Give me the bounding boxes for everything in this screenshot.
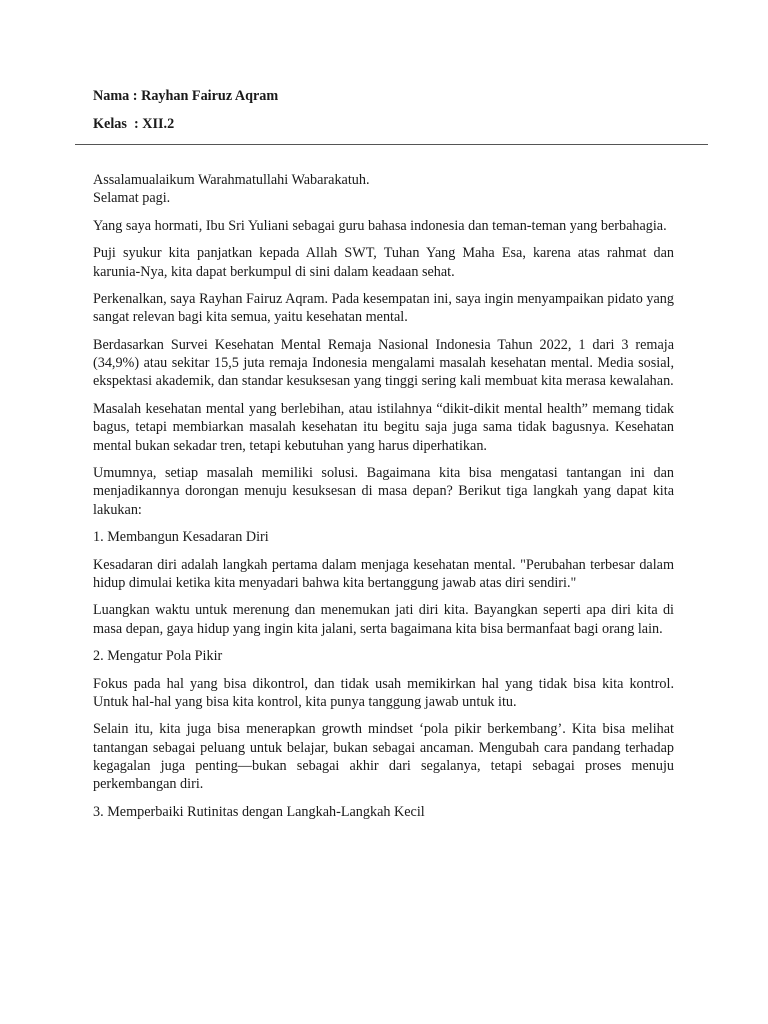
greeting-morning: Selamat pagi. xyxy=(93,190,171,207)
header-divider xyxy=(75,144,708,145)
paragraph-thanks: Puji syukur kita panjatkan kepada Allah SWT, Tuhan Yang Maha Esa, karena atas rahmat dan karunia-Nya, kita dapat berkumpul di sini dalam keadaan sehat. xyxy=(93,245,674,280)
student-class: Kelas : XII.2 xyxy=(93,116,175,132)
speech-body xyxy=(93,171,674,830)
step-1-paragraph-2: Luangkan waktu untuk merenung dan menemukan jati diri kita. Bayangkan seperti apa diri kita di masa depan, gaya hidup yang ingin kita jalani, serta bagaimana kita bisa bermanfaat bagi orang lain. xyxy=(93,602,674,637)
paragraph-solution: Umumnya, setiap masalah memiliki solusi. Bagaimana kita bisa mengatasi tantangan ini dan menjadikannya dorongan menuju kesuksesan di masa depan? Berikut tiga langkah yang dapat kita lakukan: xyxy=(93,464,674,518)
greeting-paragraph xyxy=(93,171,674,208)
paragraph-honor: Yang saya hormati, Ibu Sri Yuliani sebagai guru bahasa indonesia dan teman-teman yang berbahagia. xyxy=(93,217,667,234)
step-1-paragraph-1: Kesadaran diri adalah langkah pertama dalam menjaga kesehatan mental. "Perubahan terbesar dalam hidup dimulai ketika kita menyadari bahwa kita bertanggung jawab atas diri sendiri." xyxy=(93,556,674,591)
step-2-heading: 2. Mengatur Pola Pikir xyxy=(93,648,223,665)
step-1-heading: 1. Membangun Kesadaran Diri xyxy=(93,529,269,546)
document-header xyxy=(93,86,693,134)
step-3-heading: 3. Memperbaiki Rutinitas dengan Langkah-Langkah Kecil xyxy=(93,803,425,820)
step-2-paragraph-1: Fokus pada hal yang bisa dikontrol, dan tidak usah memikirkan hal yang tidak bisa kita kontrol. Untuk hal-hal yang bisa kita kontrol, kita punya tanggung jawab untuk itu. xyxy=(93,675,674,710)
greeting-salam: Assalamualaikum Warahmatullahi Wabarakatuh. xyxy=(93,172,370,188)
paragraph-introduction: Perkenalkan, saya Rayhan Fairuz Aqram. Pada kesempatan ini, saya ingin menyampaikan pidato yang sangat relevan bagi kita semua, yaitu kesehatan mental. xyxy=(93,291,674,326)
step-2-paragraph-2: Selain itu, kita juga bisa menerapkan growth mindset ‘pola pikir berkembang’. Kita bisa melihat tantangan sebagai peluang untuk belajar, bukan sebagai ancaman. Mengubah cara pandang terhadap kegagalan juga penting—bukan sebagai akhir dari segalanya, tetapi sebagai proses menuju perkembangan diri. xyxy=(93,721,674,793)
student-name: Nama : Rayhan Fairuz Aqram xyxy=(93,88,279,104)
paragraph-problem: Masalah kesehatan mental yang berlebihan, atau istilahnya “dikit-dikit mental health” memang tidak bagus, tetapi membiarkan masalah kesehatan itu begitu saja juga sama tidak bagusnya. Kesehatan mental bukan sekadar tren, tetapi kebutuhan yang harus diperhatikan. xyxy=(93,400,674,454)
paragraph-survey: Berdasarkan Survei Kesehatan Mental Remaja Nasional Indonesia Tahun 2022, 1 dari 3 remaja (34,9%) atau sekitar 15,5 juta remaja Indonesia mengalami masalah kesehatan mental. Media sosial, ekspektasi akademik, dan standar kesuksesan yang tinggi sering kali membuat kita merasa kewalahan. xyxy=(93,336,674,390)
